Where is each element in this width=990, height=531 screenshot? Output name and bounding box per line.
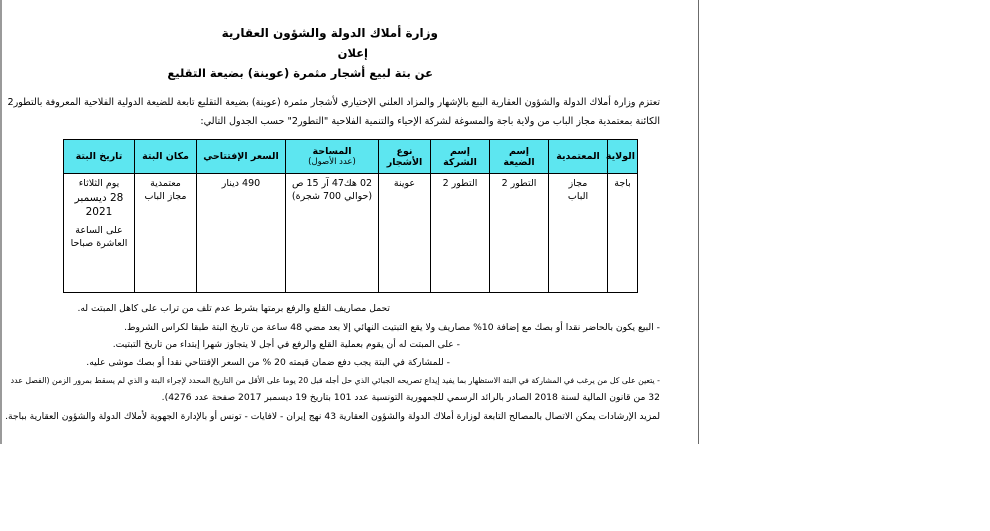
- cell-delegation-line-2: الباب: [567, 190, 589, 202]
- note-7: لمزيد الإرشادات يمكن الاتصال بالمصالح التابعة لوزارة أملاك الدولة والشؤون العقارية 43 نهج إيران - لافايات - تونس أو بالإدارة الجهوية لأملاك الدولة والشؤون العقارية بباجة.: [5, 411, 660, 422]
- cell-delegation-line-1: مجاز: [568, 178, 588, 189]
- cell-auction-date: [64, 174, 135, 293]
- subject-title: عن بتة لبيع أشجار مثمرة (عوينة) بضيعة التقليع: [167, 66, 433, 80]
- intro-line-1: تعتزم وزارة أملاك الدولة والشؤون العقارية البيع بالإشهار والمزاد العلني الإختياري لأشجار مثمرة (عوينة) بضيعة التقليع تابعة للضيعة الدولية الفلاحية المعروفة بالتطور2: [7, 97, 660, 108]
- page-left-border: [0, 0, 2, 444]
- cell-auction-place: [135, 174, 197, 293]
- cell-date-line-1: يوم الثلاثاء: [78, 178, 120, 189]
- page-right-border: [698, 0, 699, 444]
- cell-date-line-3: على الساعة: [75, 225, 123, 237]
- header-company-name: إسم الشركة: [431, 140, 490, 174]
- announcement-title: إعلان: [337, 46, 368, 60]
- header-opening-price: السعر الإفتتاحي: [197, 140, 286, 174]
- cell-date-line-4: العاشرة صباحا: [70, 237, 128, 249]
- header-area-label: المساحة: [312, 146, 352, 157]
- cell-date-line-2: 28 ديسمبر 2021: [74, 191, 124, 218]
- header-area-sublabel: (عدد الأصول): [308, 157, 356, 167]
- cell-company-name: التطور 2: [431, 174, 490, 293]
- note-4: - للمشاركة في البتة يجب دفع ضمان قيمته 20 % من السعر الإفتتاحي نقدا أو بصك موشى عليه.: [86, 357, 450, 368]
- note-2: - البيع يكون بالحاضر نقدا أو بصك مع إضافة 10% مصاريف ولا يقع التبتيت النهائي إلا بعد مضي 48 ساعة من تاريخ البتة طبقا لكراس الشروط.: [124, 322, 660, 333]
- header-area: [286, 140, 379, 174]
- cell-place-line-2: مجاز الباب: [144, 190, 187, 202]
- auction-table: [63, 139, 638, 293]
- cell-area-line-1: 02 هك47 آر 15 ص: [291, 178, 373, 189]
- header-tree-type: نوع الأشجار: [379, 140, 431, 174]
- header-auction-place: مكان البتة: [135, 140, 197, 174]
- table-header-row: [64, 140, 638, 174]
- note-1: تحمل مصاريف القلع والرفع برمتها بشرط عدم تلف من تراب على كاهل المبتت له.: [77, 303, 390, 314]
- header-delegation: المعتمدية: [549, 140, 608, 174]
- table-row: [64, 174, 638, 293]
- header-wilaya: الولاية: [608, 140, 638, 174]
- note-5: - يتعين على كل من يرغب في المشاركة في البتة الاستظهار بما يفيد إيداع تصريحه الجبائي الذي حل أجله قبل 20 يوما على الأقل من التاريخ المحدد لإجراء البتة و الذي لم يسقط بمرور الزمن (الفصل عدد: [10, 376, 660, 385]
- ministry-title: وزارة أملاك الدولة والشؤون العقارية: [221, 26, 438, 40]
- cell-place-line-1: معتمدية: [150, 178, 181, 189]
- intro-line-2: الكائنة بمعتمدية مجاز الباب من ولاية باجة والمسوغة لشركة الإحياء والتنمية الفلاحية "التطور2" حسب الجدول التالي:: [200, 116, 660, 127]
- header-auction-date: تاريخ البتة: [64, 140, 135, 174]
- cell-area: [286, 174, 379, 293]
- cell-farm-name: التطور 2: [490, 174, 549, 293]
- header-farm-name: إسم الضيعة: [490, 140, 549, 174]
- cell-area-line-2: (حوالي 700 شجرة): [291, 190, 373, 202]
- cell-tree-type: عوينة: [379, 174, 431, 293]
- cell-opening-price: 490 دينار: [197, 174, 286, 293]
- note-6: 32 من قانون المالية لسنة 2018 الصادر بالرائد الرسمي للجمهورية التونسية عدد 101 بتاريخ 19 ديسمبر 2017 صفحة عدد 4276).: [161, 392, 660, 403]
- cell-delegation: [549, 174, 608, 293]
- note-3: - على المبتت له أن يقوم بعملية القلع والرفع في أجل لا يتجاوز شهرا إبتداء من تاريخ التبتيت.: [112, 339, 460, 350]
- cell-wilaya: باجة: [608, 174, 638, 293]
